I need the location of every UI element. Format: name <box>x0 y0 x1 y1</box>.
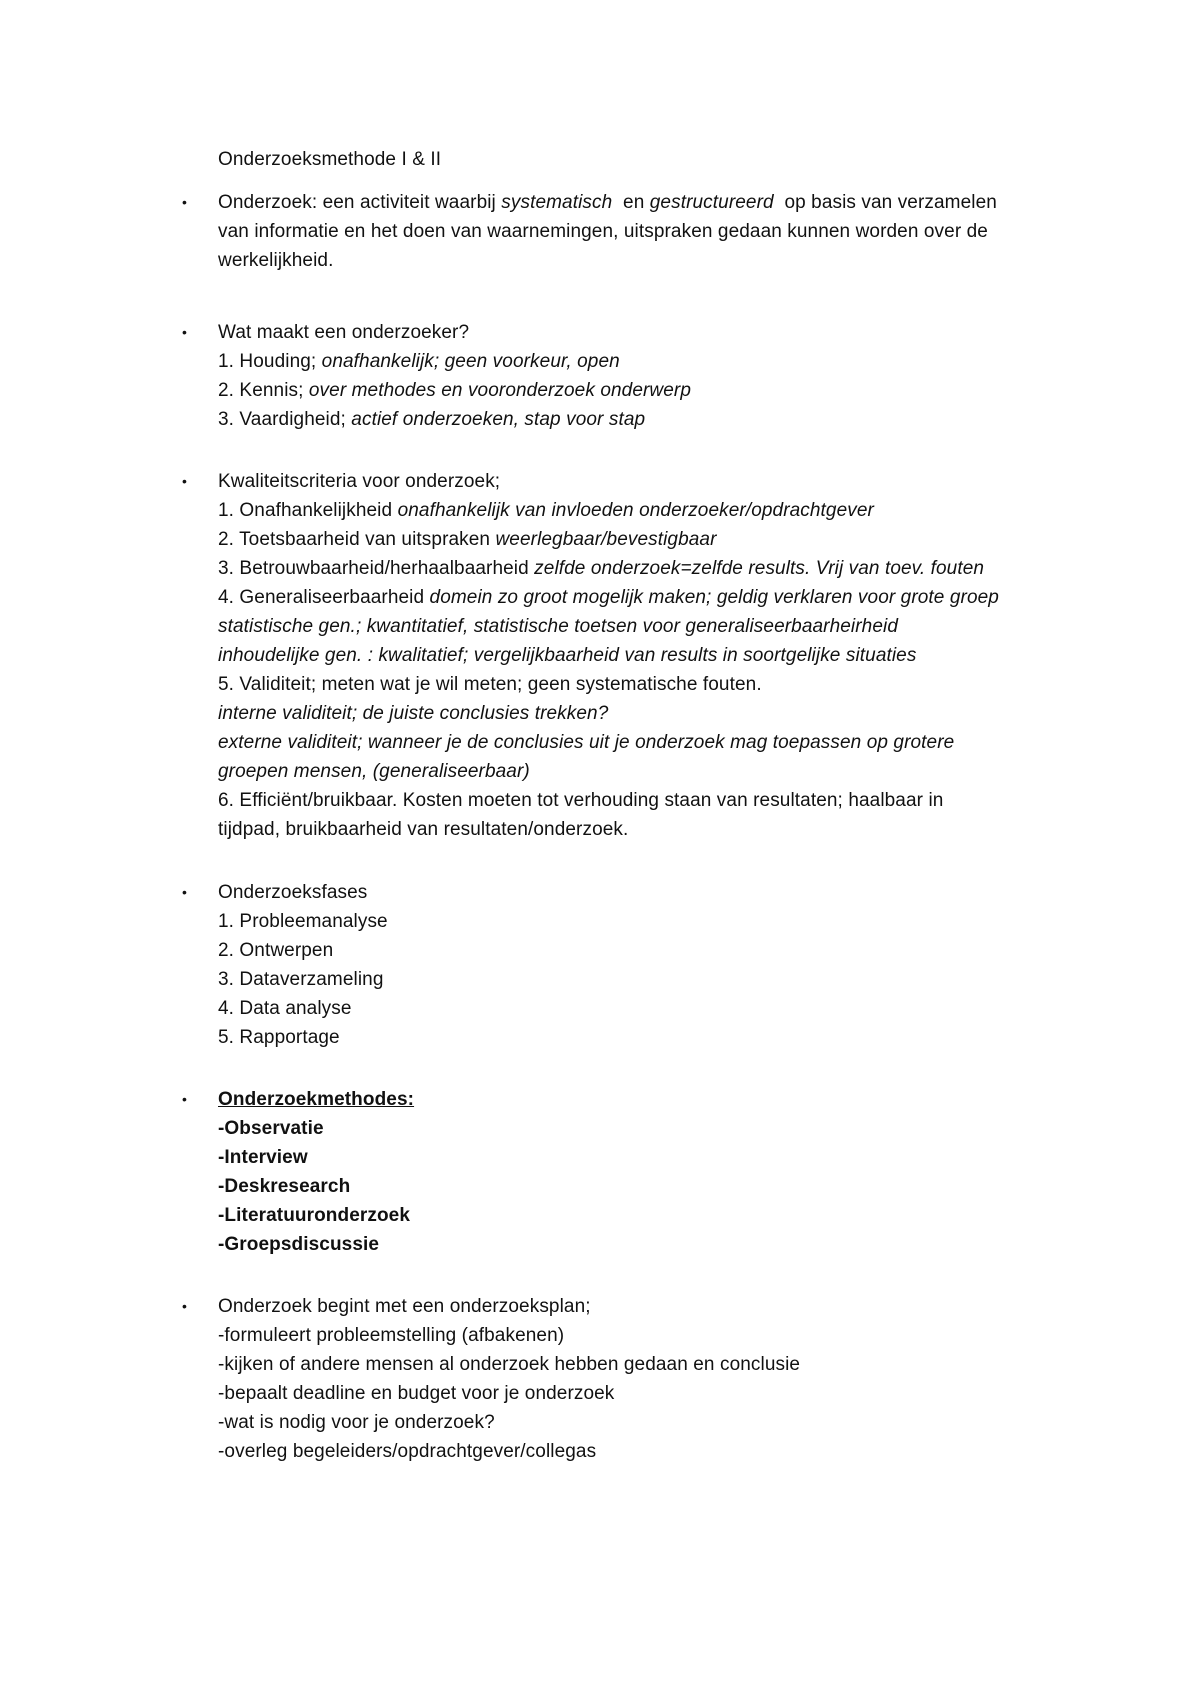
plan-item: -overleg begeleiders/opdrachtgever/collegas <box>218 1441 597 1462</box>
researcher-item-detail: onafhankelijk; geen voorkeur, open <box>321 351 620 372</box>
criteria-label: 3. Betrouwbaarheid/herhaalbaarheid <box>218 558 535 579</box>
bullet-plan: • <box>182 1298 187 1314</box>
criteria-item-1 <box>218 496 874 525</box>
criteria-item-4-statistical: statistische gen.; kwantitatief, statistische toetsen voor generaliseerbaarheirheid <box>218 616 898 637</box>
bullet-methods: • <box>182 1091 187 1107</box>
plan-heading: Onderzoek begint met een onderzoeksplan; <box>218 1296 591 1317</box>
definition-word-systematic: systematisch <box>501 192 613 213</box>
researcher-item-label: 2. Kennis; <box>218 380 309 401</box>
bullet-criteria: • <box>182 473 187 489</box>
criteria-detail: domein zo groot mogelijk maken; geldig verklaren voor grote groep <box>429 587 999 608</box>
criteria-item-5: 5. Validiteit; meten wat je wil meten; geen systematische fouten. <box>218 674 762 695</box>
researcher-item <box>218 405 645 434</box>
definition-line-2: van informatie en het doen van waarnemingen, uitspraken gedaan kunnen worden over de <box>218 221 988 242</box>
definition-line-3: werkelijkheid. <box>218 250 334 271</box>
method-item: -Observatie <box>218 1118 324 1139</box>
bullet-definition: • <box>182 194 187 210</box>
researcher-item <box>218 347 620 376</box>
researcher-heading: Wat maakt een onderzoeker? <box>218 322 470 343</box>
criteria-label: 1. Onafhankelijkheid <box>218 500 398 521</box>
criteria-item-6: 6. Efficiënt/bruikbaar. Kosten moeten tot verhouding staan van resultaten; haalbaar in <box>218 790 944 811</box>
criteria-item-4-content: inhoudelijke gen. : kwalitatief; vergelijkbaarheid van results in soortgelijke situaties <box>218 645 917 666</box>
phase-item: 3. Dataverzameling <box>218 969 384 990</box>
criteria-label: 2. Toetsbaarheid van uitspraken <box>218 529 496 550</box>
definition-line-1 <box>218 188 997 217</box>
plan-item: -kijken of andere mensen al onderzoek hebben gedaan en conclusie <box>218 1354 801 1375</box>
criteria-detail: zelfde onderzoek=zelfde results. Vrij van toev. fouten <box>534 558 985 579</box>
criteria-item-5-internal: interne validiteit; de juiste conclusies trekken? <box>218 703 609 724</box>
researcher-item <box>218 376 691 405</box>
method-item: -Deskresearch <box>218 1176 351 1197</box>
bullet-phases: • <box>182 884 187 900</box>
phase-item: 2. Ontwerpen <box>218 940 334 961</box>
criteria-item-2 <box>218 525 717 554</box>
phases-heading: Onderzoeksfases <box>218 882 368 903</box>
researcher-item-detail: actief onderzoeken, stap voor stap <box>351 409 646 430</box>
criteria-detail: onafhankelijk van invloeden onderzoeker/opdrachtgever <box>397 500 874 521</box>
plan-item: -wat is nodig voor je onderzoek? <box>218 1412 495 1433</box>
phase-item: 1. Probleemanalyse <box>218 911 388 932</box>
methods-heading: Onderzoekmethodes: <box>218 1089 415 1110</box>
criteria-detail: weerlegbaar/bevestigbaar <box>495 529 717 550</box>
criteria-item-3 <box>218 554 984 583</box>
phase-item: 5. Rapportage <box>218 1027 340 1048</box>
definition-mid: en <box>612 192 650 213</box>
plan-item: -bepaalt deadline en budget voor je onderzoek <box>218 1383 615 1404</box>
phase-item: 4. Data analyse <box>218 998 352 1019</box>
method-item: -Interview <box>218 1147 308 1168</box>
researcher-item-label: 1. Houding; <box>218 351 322 372</box>
definition-rest: op basis van verzamelen <box>773 192 997 213</box>
plan-item: -formuleert probleemstelling (afbakenen) <box>218 1325 565 1346</box>
document-title: Onderzoeksmethode I & II <box>218 149 442 170</box>
bullet-researcher: • <box>182 324 187 340</box>
method-item: -Literatuuronderzoek <box>218 1205 411 1226</box>
researcher-item-detail: over methodes en vooronderzoek onderwerp <box>308 380 692 401</box>
criteria-heading: Kwaliteitscriteria voor onderzoek; <box>218 471 501 492</box>
definition-word-structured: gestructureerd <box>649 192 774 213</box>
method-item: -Groepsdiscussie <box>218 1234 380 1255</box>
definition-label: Onderzoek: een activiteit waarbij <box>218 192 502 213</box>
criteria-item-4 <box>218 583 999 612</box>
criteria-item-5-external: externe validiteit; wanneer je de conclusies uit je onderzoek mag toepassen op grotere <box>218 732 955 753</box>
criteria-label: 4. Generaliseerbaarheid <box>218 587 430 608</box>
criteria-item-5-external-cont: groepen mensen, (generaliseerbaar) <box>218 761 530 782</box>
criteria-item-6-cont: tijdpad, bruikbaarheid van resultaten/onderzoek. <box>218 819 629 840</box>
researcher-item-label: 3. Vaardigheid; <box>218 409 352 430</box>
